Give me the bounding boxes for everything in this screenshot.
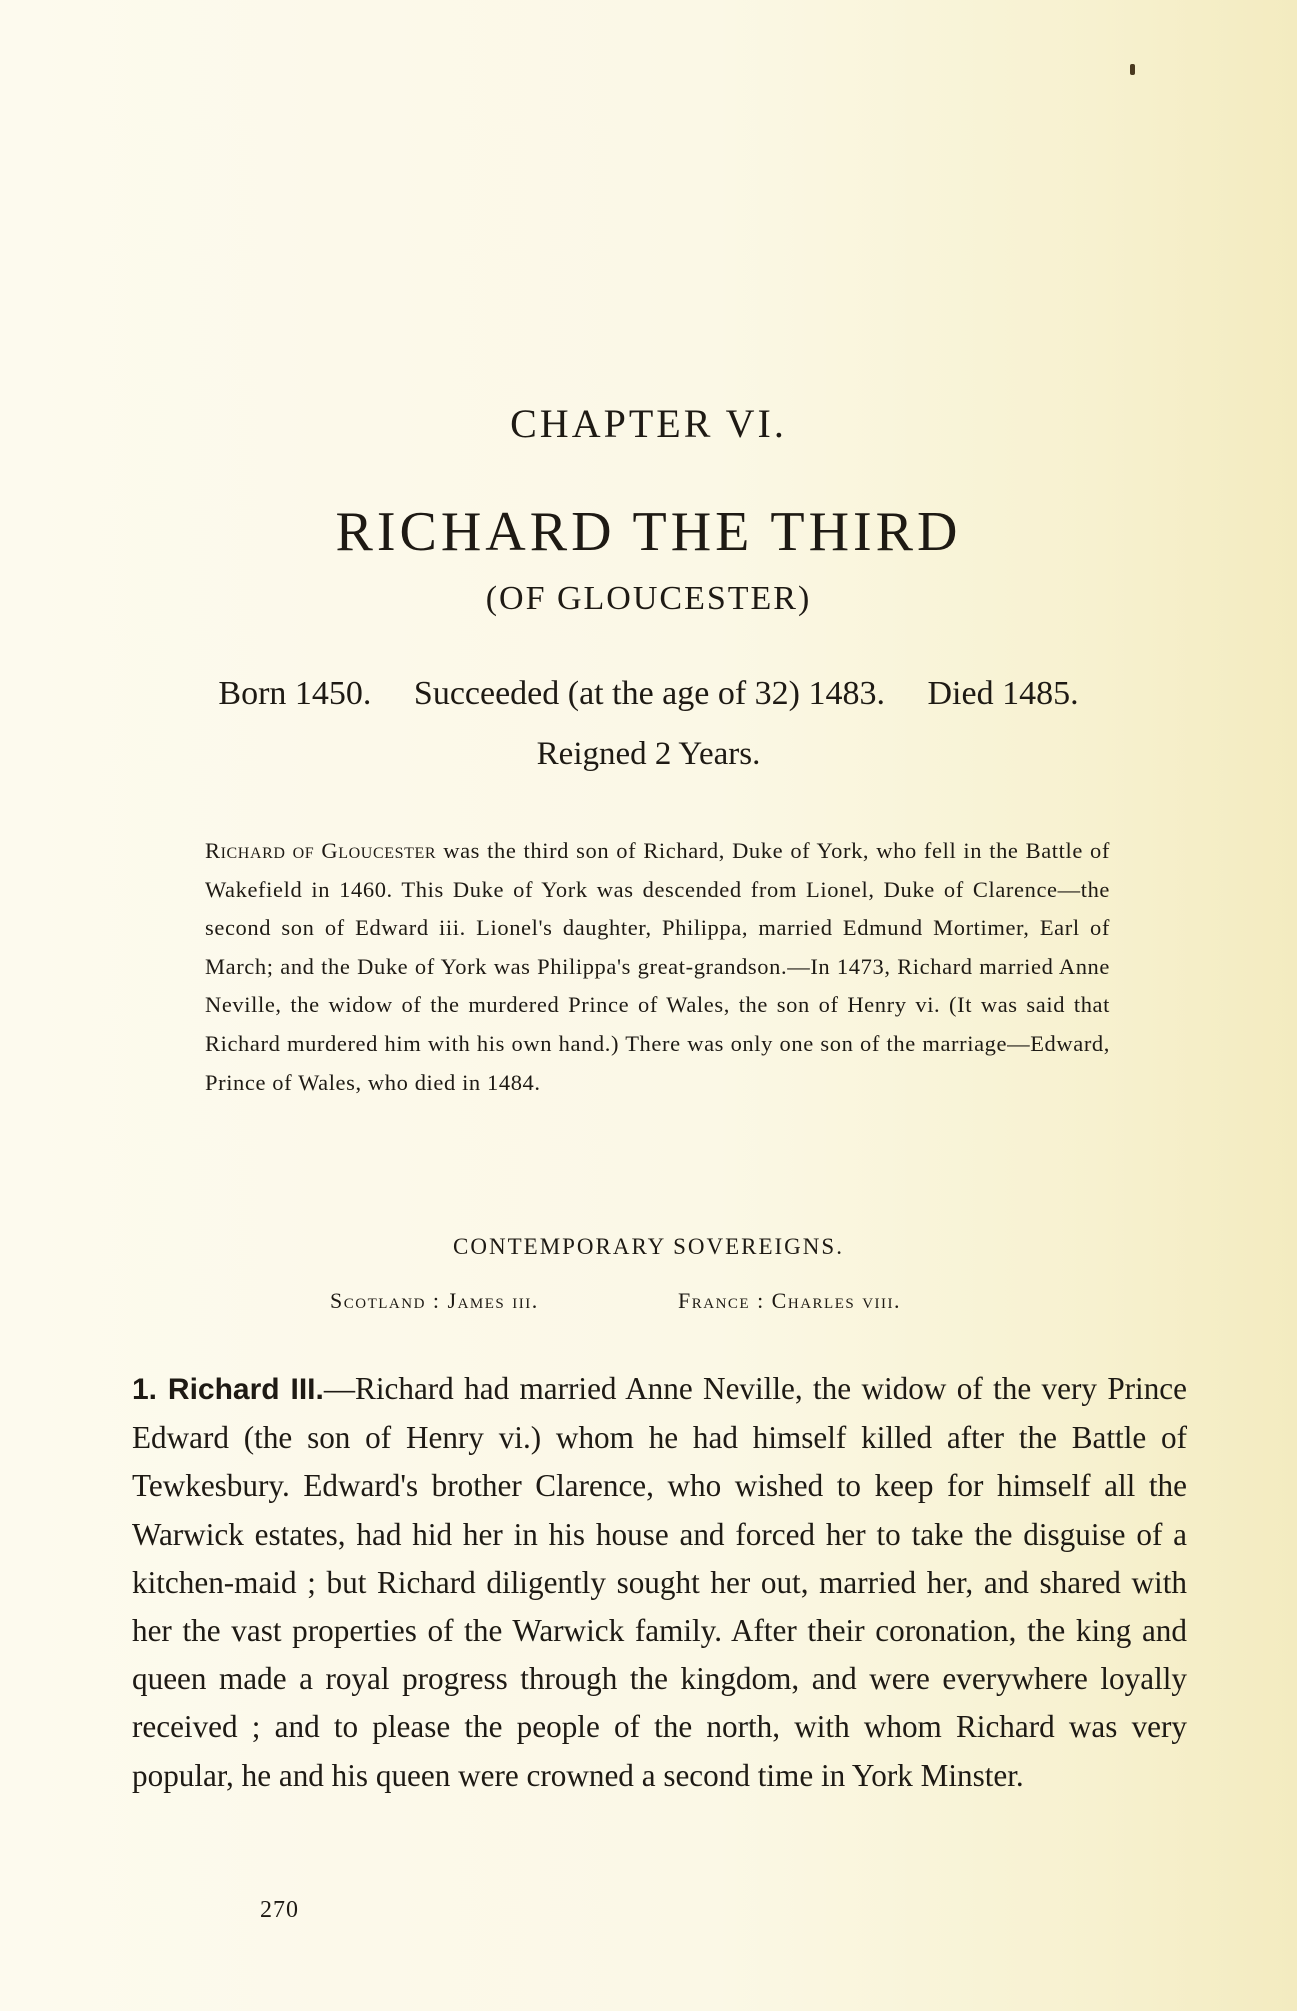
sovereign-scotland: Scotland : James iii.	[330, 1288, 539, 1313]
section-text: —Richard had married Anne Neville, the widow of the very Prince Edward (the son of Henry vi.) whom he had himself killed after the Battle of Tewkesbury. Edward's brother Clarence, who wished to keep for himself all the Warwick estates, had hid her in his house and forced her to take the disguise of a kitchen-maid ; but Richard diligently sought her out, married her, and shared with her the vast properties of the Warwick family. After their coronation, the king and queen made a royal progress through the kingdom, and were everywhere loyally received ; and to please the people of the north, with whom Richard was very popular, he and his queen were crowned a second time in York Minster.	[132, 1371, 1187, 1793]
succeeded-date: Succeeded (at the age of 32) 1483.	[413, 675, 885, 712]
section-paragraph	[132, 1365, 1187, 1800]
intro-lead: Richard of Gloucester	[205, 838, 437, 863]
intro-text: was the third son of Richard, Duke of York, who fell in the Battle of Wakefield in 1460. This Duke of York was descended from Lionel, Duke of Clarence—the second son of Edward iii. Lionel's daughter, Philippa, married Edmund Mortimer, Earl of March; and the Duke of York was Philippa's great-grandson.—In 1473, Richard married Anne Neville, the widow of the murdered Prince of Wales, the son of Henry vi. (It was said that Richard murdered him with his own hand.) There was only one son of the marriage—Edward, Prince of Wales, who died in 1484.	[205, 838, 1110, 1095]
section-heading: 1. Richard III.	[132, 1373, 324, 1406]
sovereign-france: France : Charles viii.	[678, 1288, 902, 1313]
chapter-subtitle: (OF GLOUCESTER)	[485, 580, 812, 617]
dates-line	[0, 675, 1297, 713]
page-number: 270	[260, 1897, 299, 1923]
contemporary-heading: CONTEMPORARY SOVEREIGNS.	[453, 1234, 844, 1259]
reign-length: Reigned 2 Years.	[536, 736, 761, 772]
chapter-label: CHAPTER VI.	[510, 401, 787, 446]
ink-speck	[1130, 64, 1135, 75]
died-date: Died 1485.	[927, 675, 1079, 712]
chapter-title: RICHARD THE THIRD	[335, 501, 962, 563]
born-date: Born 1450.	[218, 675, 372, 712]
intro-paragraph	[205, 832, 1110, 1102]
